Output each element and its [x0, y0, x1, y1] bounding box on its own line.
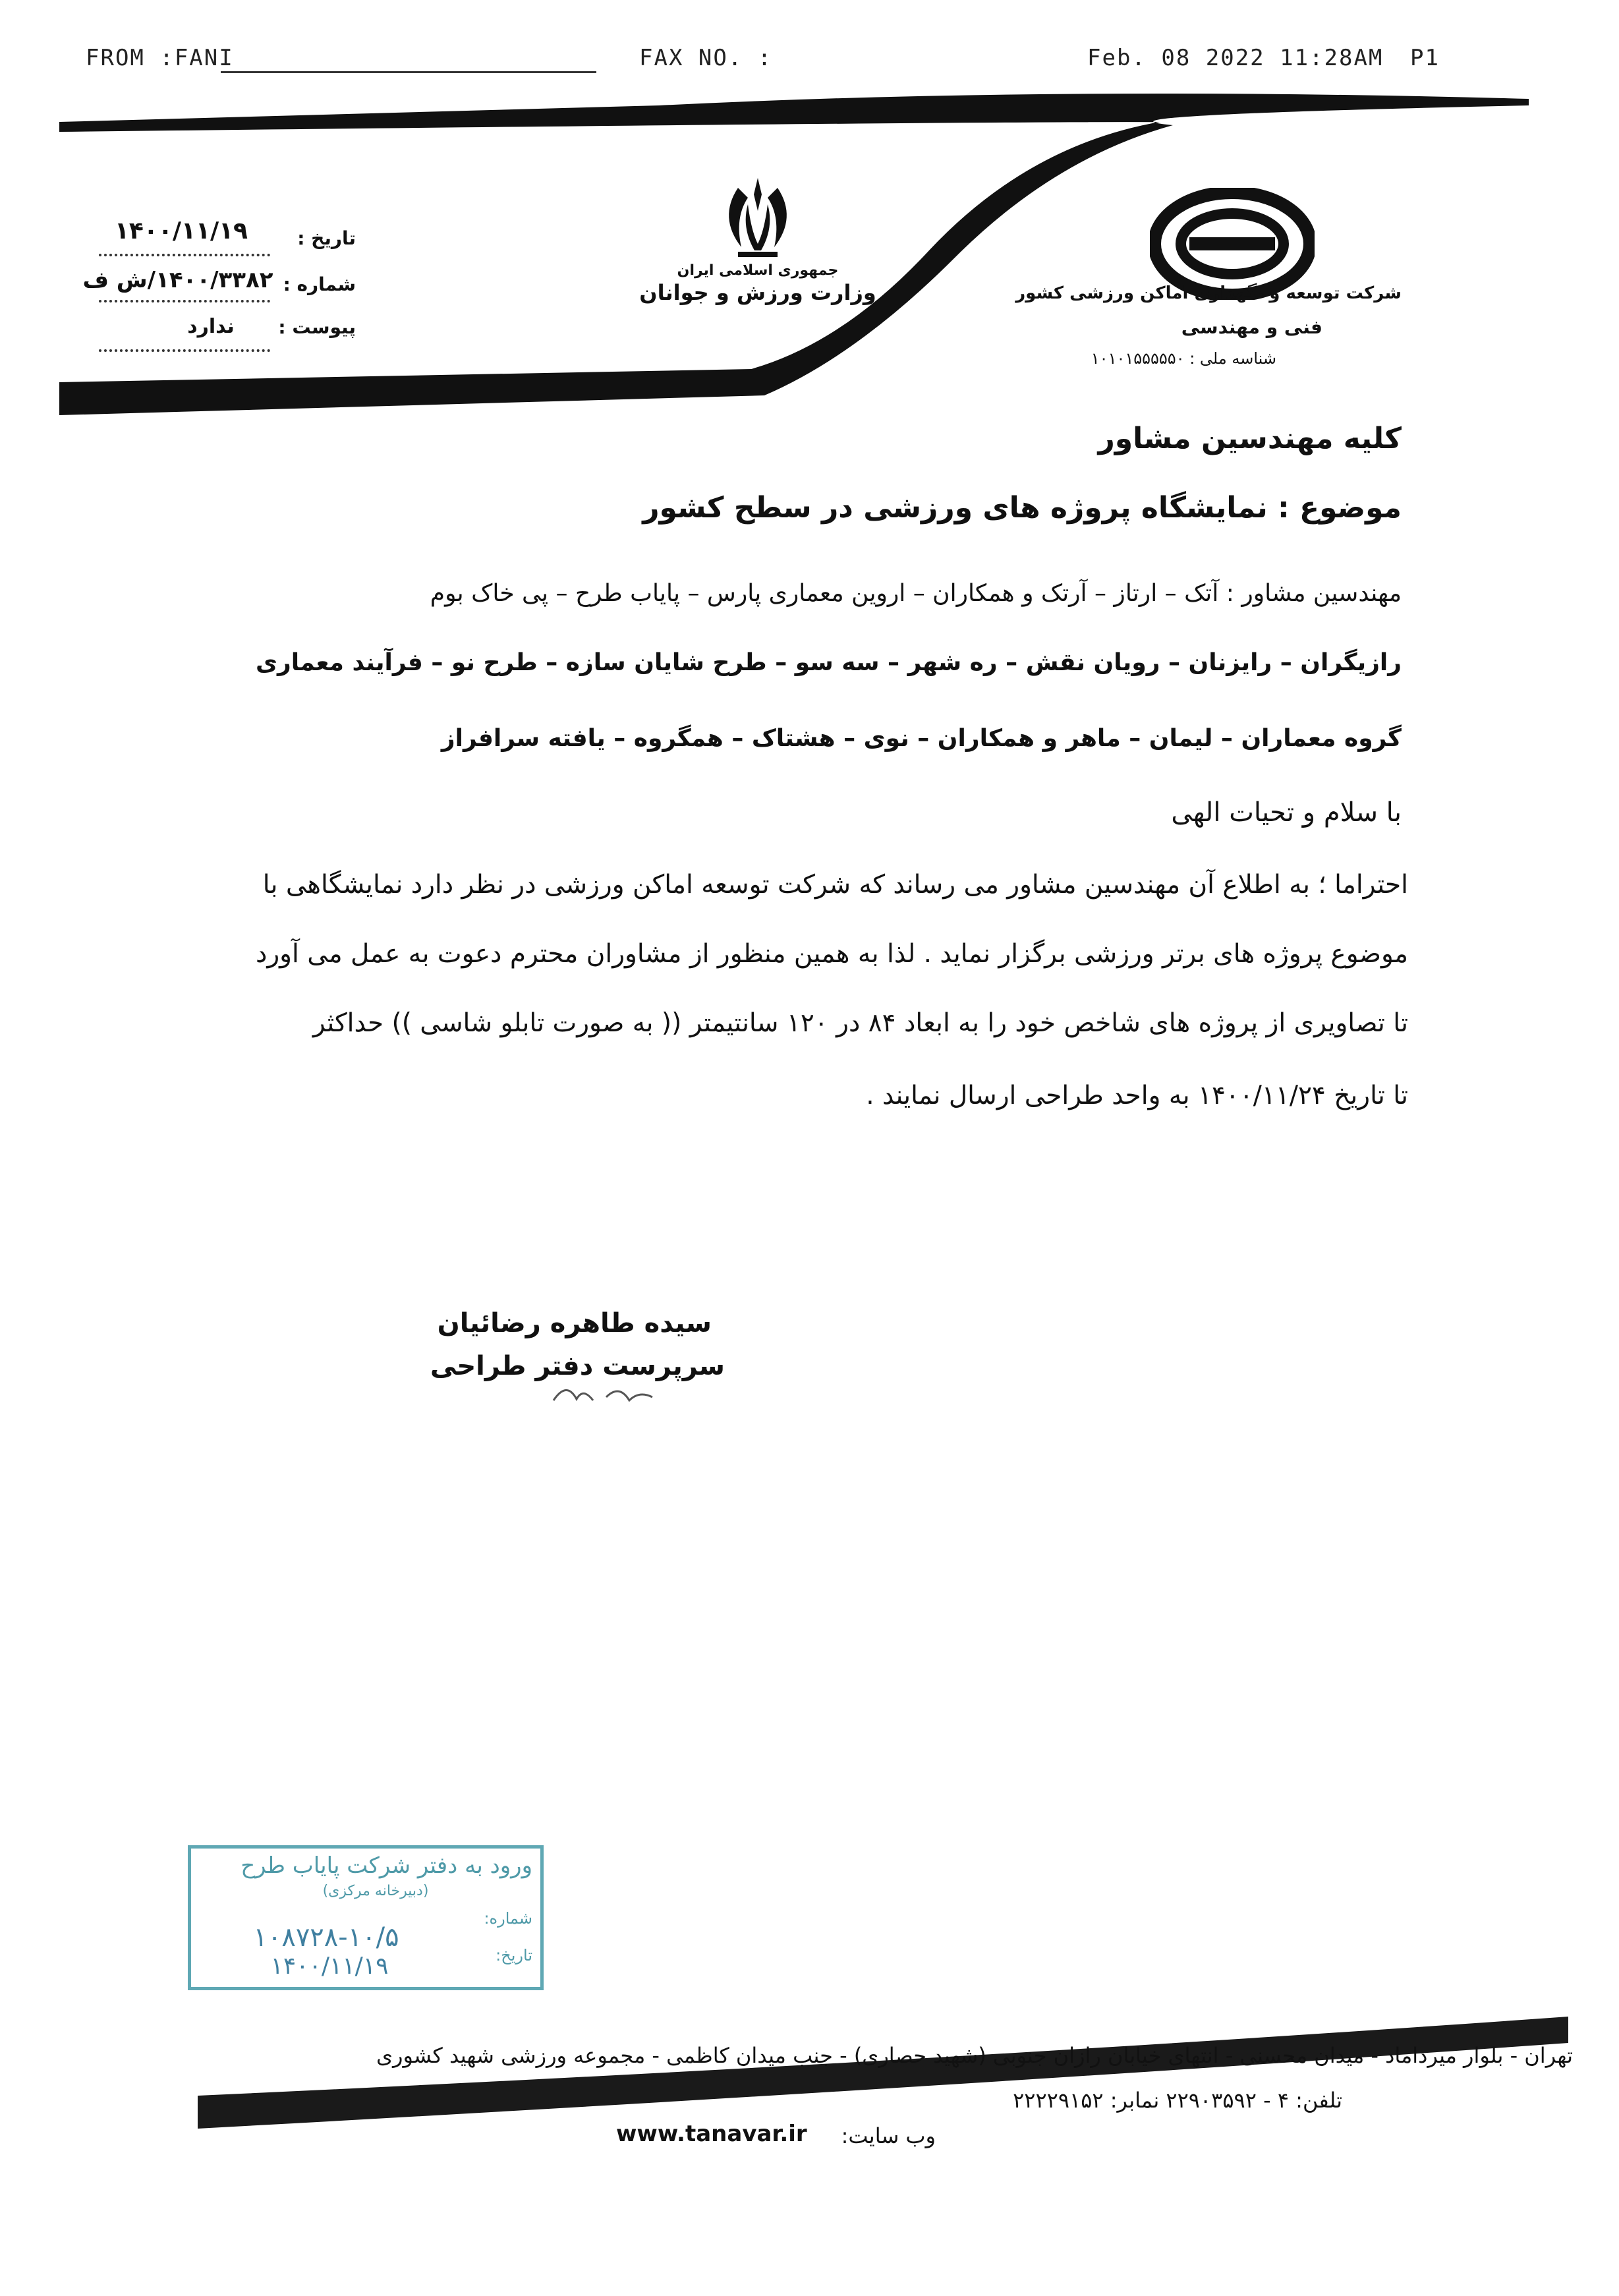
ministry-title: وزارت ورزش و جوانان [639, 280, 876, 305]
fax-number: FAX NO. : [639, 45, 773, 71]
greeting: با سلام و تحیات الهی [1171, 797, 1402, 828]
body-line-2: موضوع پروژه های برتر ورزشی برگزار نماید . لذا به همین منظور از مشاوران محترم دعوت به عمل می آورد [255, 939, 1408, 969]
fax-datetime: Feb. 08 2022 11:28AM [1087, 45, 1384, 71]
handwritten-initials-icon [547, 1374, 659, 1414]
number-value: ۱۴۰۰/۳۳۸۲/ش ف [82, 267, 273, 293]
date-value: ۱۴۰۰/۱۱/۱۹ [114, 217, 248, 244]
reception-stamp [188, 1845, 544, 1990]
number-label: شماره : [283, 273, 356, 295]
attachment-label: پیوست : [278, 316, 356, 338]
ministry-small-title: جمهوری اسلامی ایران [677, 262, 839, 279]
stamp-subtitle: (دبیرخانه مرکزی) [322, 1883, 429, 1899]
number-dots [99, 300, 270, 302]
addressee: کلیه مهندسین مشاور [1098, 422, 1402, 455]
fax-page: P1 [1410, 45, 1440, 71]
fax-from: FROM :FANI [86, 45, 234, 71]
body-line-4: تا تاریخ ۱۴۰۰/۱۱/۲۴ به واحد طراحی ارسال نمایند . [866, 1081, 1408, 1110]
date-label: تاریخ : [297, 227, 356, 249]
consultants-line-3: گروه معماران – لیمان – ماهر و همکاران – نوی – هشتاک – همگروه – یافته سرافراز [441, 725, 1402, 752]
iran-emblem-icon [712, 171, 804, 264]
body-line-3: تا تصاویری از پروژه های شاخص خود را به ابعاد ۸۴ در ۱۲۰ سانتیمتر (( به صورت تابلو شاسی )) حداکثر [312, 1008, 1408, 1038]
stamp-title: ورود به دفتر شرکت پایاب طرح [241, 1852, 532, 1879]
stamp-number-value: ۱۰۸۷۲۸-۱۰/۵ [253, 1922, 399, 1953]
date-dots [99, 254, 270, 256]
attachment-value: ندارد [187, 315, 235, 338]
company-name: شرکت توسعه و نگهداری اماکن ورزشی کشور [1015, 283, 1402, 303]
stamp-number-label: شماره: [484, 1909, 532, 1928]
footer-phone: تلفن: ۴ - ۲۲۹۰۳۵۹۲ نمابر: ۲۲۲۲۹۱۵۲ [1013, 2088, 1342, 2113]
consultants-line-1: مهندسین مشاور : آتک – ارتاز – آرتک و همکاران – اروین معماری پارس – پایاب طرح – پی خاک بوم [430, 580, 1402, 607]
subject: موضوع : نمایشگاه پروژه های ورزشی در سطح کشور [642, 491, 1402, 525]
attachment-dots [99, 349, 270, 352]
company-national-id: شناسه ملی : ۱۰۱۰۱۵۵۵۵۵۰ [1091, 349, 1276, 368]
footer-website-link[interactable]: www.tanavar.ir [616, 2121, 807, 2147]
stamp-date-value: ۱۴۰۰/۱۱/۱۹ [270, 1953, 389, 1980]
signer-name: سیده طاهره رضائیان [437, 1308, 712, 1338]
company-department: فنی و مهندسی [1181, 316, 1322, 338]
body-line-1: احتراما ؛ به اطلاع آن مهندسین مشاور می رساند که شرکت توسعه اماکن ورزشی در نظر دارد نمایشگاهی با [262, 870, 1408, 900]
consultants-line-2: رازیگران – رایزنان – رویان نقش – ره شهر – سه سو – طرح شایان سازه – طرح نو – فرآیند معماری [255, 649, 1402, 676]
footer-address: تهران - بلوار میرداماد - میدان محسنی - انتهای خیابان رازان جنوبی (شهید حصاری) - جنب میدان کاظمی - مجموعه ورزشی شهید کشوری [376, 2043, 1573, 2068]
stamp-date-label: تاریخ: [496, 1946, 532, 1965]
signer-title: سرپرست دفتر طراحی [430, 1351, 725, 1381]
footer-website-label: وب سایت: [841, 2123, 936, 2148]
